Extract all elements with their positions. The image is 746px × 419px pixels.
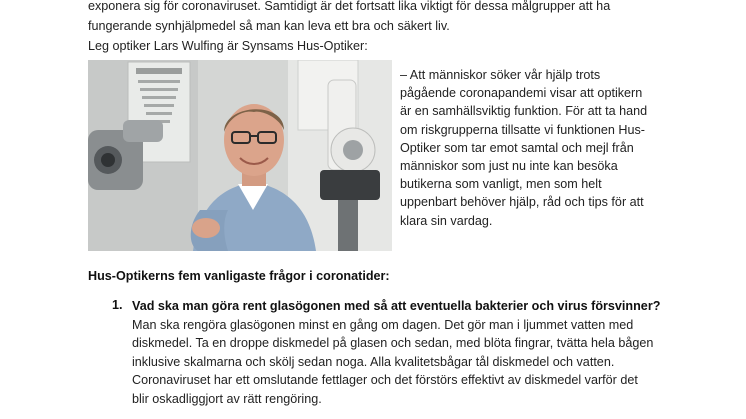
section-heading: Hus-Optikerns fem vanligaste frågor i coronatider: — [88, 269, 390, 283]
answer-line: diskmedel. Ta en droppe diskmedel på glasen och sedan, med blöta fingrar, tvätta hela bågen — [132, 336, 654, 350]
answer-line: blir oskadliggjort av rätt rengöring. — [132, 391, 322, 406]
quote-line: klara sin vardag. — [400, 213, 493, 228]
optician-photo — [88, 60, 392, 251]
answer-line: Coronaviruset har ett omslutande fettlager och det förstörs effektivt av diskmedel varför det — [132, 373, 638, 387]
faq-item-number: 1. — [112, 298, 123, 312]
answer-line: inklusive skalmarna och skölj sedan noga. Alla kvalitetsbågar tål diskmedel och vatten. — [132, 354, 615, 369]
faq-item-1 — [132, 297, 660, 408]
intro-line-2: fungerande synhjälpmedel så man kan leva ett bra och säkert liv. — [88, 19, 450, 33]
faq-answer — [132, 316, 660, 409]
quote-line: uppenbart behöver hjälp, råd och tips för att — [400, 195, 644, 210]
answer-line: Man ska rengöra glasögonen minst en gång om dagen. Det gör man i ljummet vatten med — [132, 317, 634, 332]
quote-line: människor som just nu inte kan besöka — [400, 159, 618, 174]
quote-line: om riskgrupperna tillsatte vi funktionen Hus- — [400, 122, 645, 137]
quote-line: Optiker som tar emot samtal och mejl från — [400, 140, 634, 155]
quote-line: pågående coronapandemi visar att optikern — [400, 86, 643, 101]
faq-question: Vad ska man göra rent glasögonen med så att eventuella bakterier och virus försvinner? — [132, 299, 661, 313]
quote-paragraph — [400, 66, 660, 230]
quote-line: butikerna som vanligt, men som helt — [400, 177, 602, 192]
quote-line: – Att människor söker vår hjälp trots — [400, 68, 601, 82]
quote-line: är en samhällsviktig funktion. För att ta hand — [400, 104, 648, 119]
intro-line-3: Leg optiker Lars Wulfing är Synsams Hus-Optiker: — [88, 39, 368, 53]
intro-line-1: exponera sig för coronaviruset. Samtidigt är det fortsatt lika viktigt för dessa målgrupper att ha — [88, 0, 611, 13]
